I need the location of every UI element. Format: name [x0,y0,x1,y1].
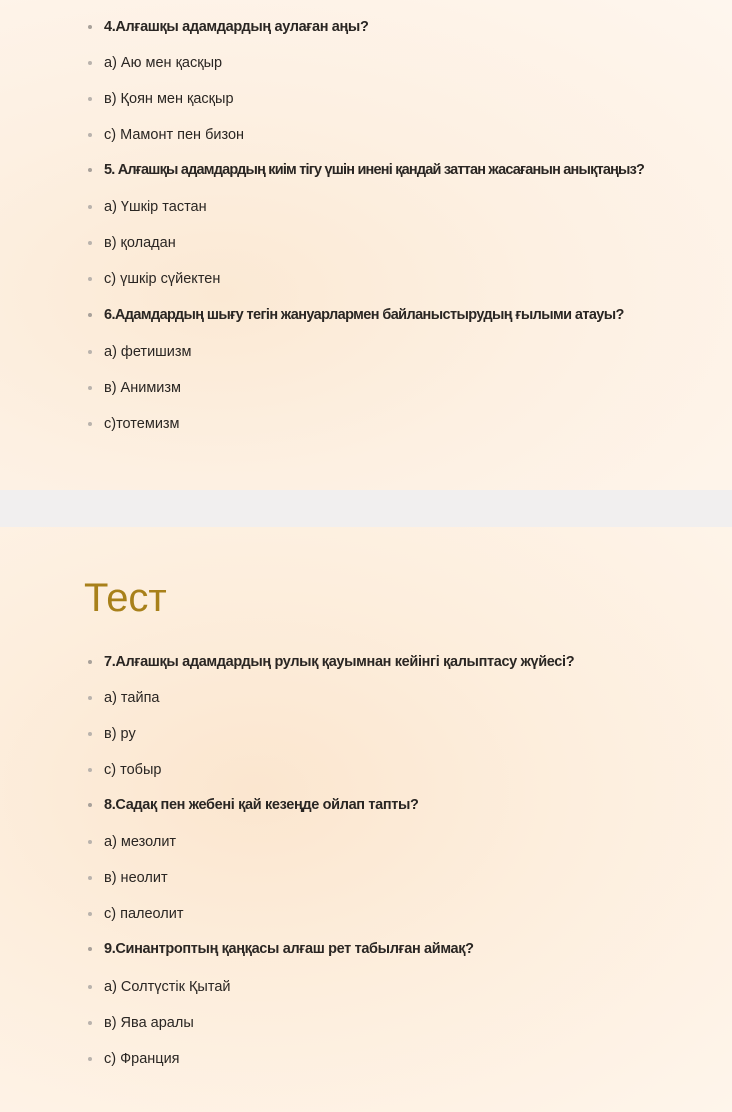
question-text: 9.Синантроптың қаңқасы алғаш рет табылған аймақ? [104,941,474,957]
question-text: 5. Алғашқы адамдардың киім тігу үшін инені қандай заттан жасағанын анықтаңыз? [104,162,645,178]
bullet-icon [88,313,92,317]
bullet-icon [88,876,92,880]
answer-text: в) ру [104,726,136,742]
answer-option [88,906,184,922]
bullet-icon [88,947,92,951]
answer-text: а) Аю мен қасқыр [104,55,223,71]
answer-option [88,380,181,396]
answer-text: с) тобыр [104,762,162,778]
bullet-icon [88,1021,92,1025]
bullet-icon [88,1057,92,1061]
answer-text: в) неолит [104,870,168,886]
slide-quiz-part-1 [0,0,732,490]
question-text: 8.Садақ пен жебені қай кезеңде ойлап тапты? [104,797,419,813]
bullet-icon [88,768,92,772]
answer-option [88,127,244,143]
question-5 [88,162,644,178]
answer-option [88,199,207,215]
question-9 [88,941,474,957]
answer-option [88,979,231,995]
answer-option [88,344,192,360]
bullet-icon [88,133,92,137]
bullet-icon [88,61,92,65]
answer-text: с)тотемизм [104,416,180,432]
answer-text: а) Солтүстік Қытай [104,979,231,995]
answer-option [88,55,222,71]
question-7 [88,654,574,670]
slide-separator [0,490,732,527]
bullet-icon [88,277,92,281]
bullet-icon [88,696,92,700]
answer-option [88,1015,194,1031]
answer-option [88,416,180,432]
question-6 [88,307,624,323]
bullet-icon [88,840,92,844]
bullet-icon [88,241,92,245]
answer-option [88,1051,180,1067]
answer-option [88,690,159,706]
answer-text: а) тайпа [104,690,160,706]
answer-text: с) Франция [104,1051,180,1067]
answer-text: в) Қоян мен қасқыр [104,91,234,107]
bullet-icon [88,350,92,354]
answer-text: а) мезолит [104,834,177,850]
bullet-icon [88,205,92,209]
answer-option [88,235,176,251]
answer-option [88,834,176,850]
question-8 [88,797,419,813]
bullet-icon [88,386,92,390]
bullet-icon [88,97,92,101]
question-4 [88,19,368,35]
bullet-icon [88,912,92,916]
answer-text: в) Ява аралы [104,1015,194,1031]
bullet-icon [88,985,92,989]
answer-option [88,726,136,742]
answer-text: а) фетишизм [104,344,192,360]
answer-option [88,91,234,107]
answer-text: с) үшкір сүйектен [104,271,221,287]
answer-text: с) Мамонт пен бизон [104,127,245,143]
question-text: 4.Алғашқы адамдардың аулаған аңы? [104,19,369,35]
slide-title: Тест [84,576,167,620]
bullet-icon [88,168,92,172]
question-text: 7.Алғашқы адамдардың рулық қауымнан кейінгі қалыптасу жүйесі? [104,654,575,670]
answer-option [88,870,168,886]
bullet-icon [88,422,92,426]
answer-option [88,271,220,287]
answer-text: с) палеолит [104,906,184,922]
bullet-icon [88,732,92,736]
answer-option [88,762,161,778]
bullet-icon [88,660,92,664]
bullet-icon [88,803,92,807]
answer-text: в) Анимизм [104,380,182,396]
question-text: 6.Адамдардың шығу тегін жануарлармен байланыстырудың ғылыми атауы? [104,307,624,323]
answer-text: в) қоладан [104,235,176,251]
bullet-icon [88,25,92,29]
answer-text: а) Үшкір тастан [104,199,207,215]
